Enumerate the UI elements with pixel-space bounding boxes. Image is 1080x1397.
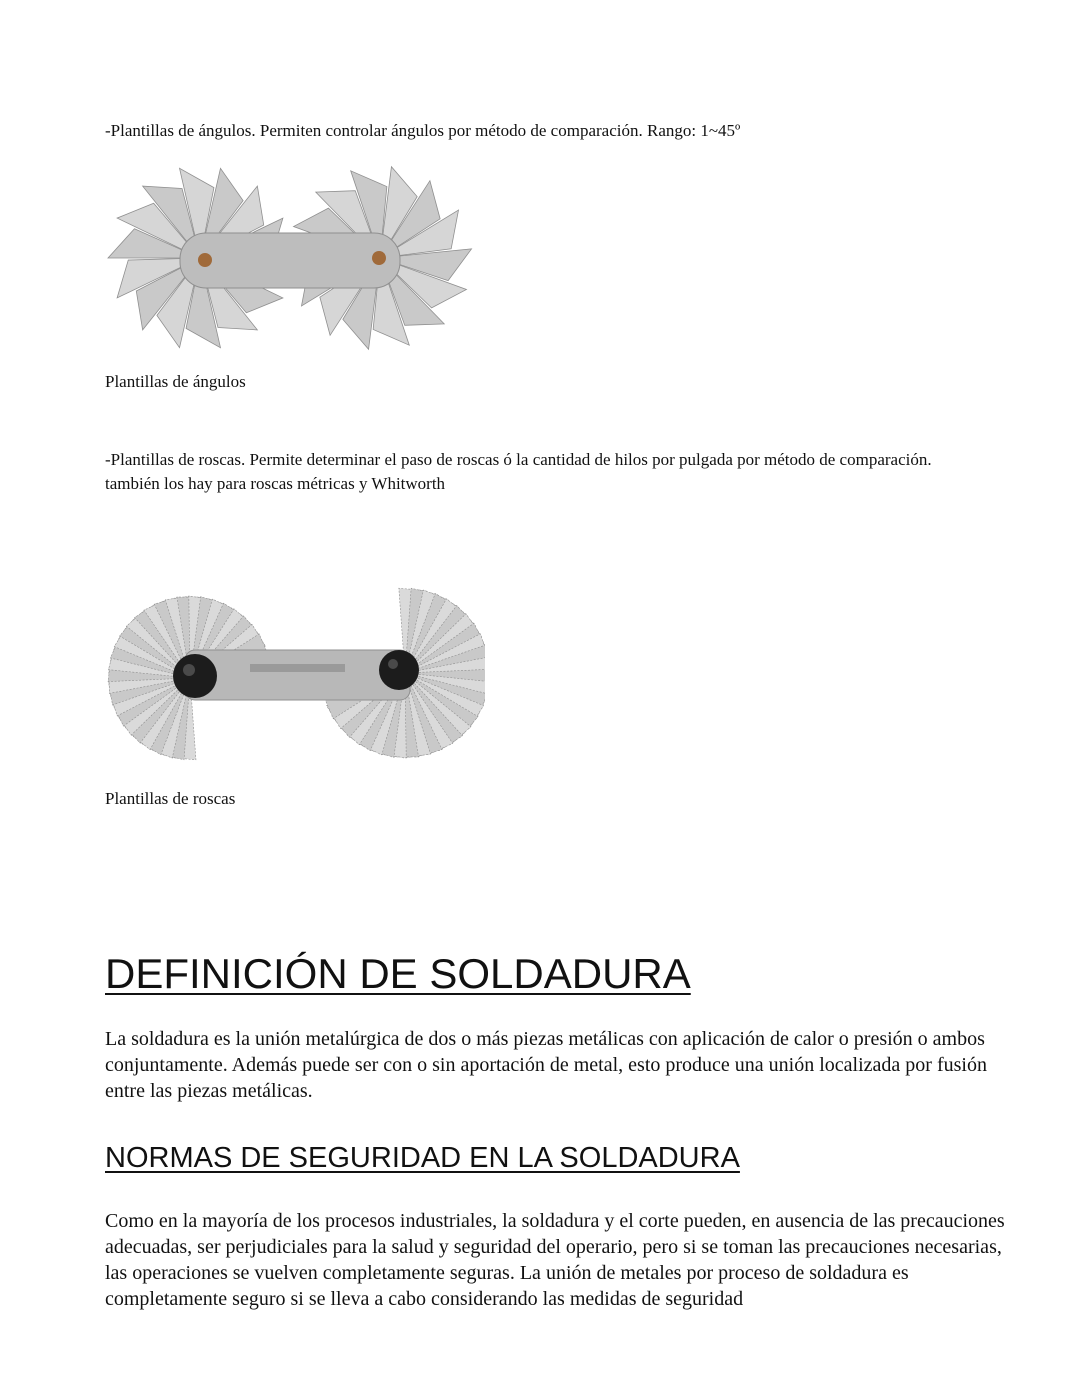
safety-paragraph: Como en la mayoría de los procesos industriales, la soldadura y el corte pueden, en ausencia de las precauciones adecuadas, ser perjudiciales para la salud y seguridad del operario, pero si se toman las precauciones necesarias, las operaciones se vuelven completamente seguras. La unión de metales por proceso de soldadura es completamente seguro si se lleva a cabo considerando las medidas de seguridad xyxy=(105,1210,1005,1310)
angle-gauge-caption: Plantillas de ángulos xyxy=(105,372,246,391)
angle-gauge-description: -Plantillas de ángulos. Permiten controlar ángulos por método de comparación. Rango: 1~45º xyxy=(105,121,741,140)
thread-gauge-description: -Plantillas de roscas. Permite determinar el paso de roscas ó la cantidad de hilos por pulgada por método de comparación. también los hay para roscas métricas y Whitworth xyxy=(105,450,932,493)
definition-paragraph: La soldadura es la unión metalúrgica de dos o más piezas metálicas con aplicación de calor o presión o ambos conjuntamente. Además puede ser con o sin aportación de metal, esto produce una unión localizada por fusión entre las piezas metálicas. xyxy=(105,1028,987,1102)
angle-gauge-image xyxy=(105,158,480,363)
thread-gauge-caption: Plantillas de roscas xyxy=(105,789,236,808)
definition-heading: DEFINICIÓN DE SOLDADURA xyxy=(105,950,691,997)
safety-heading: NORMAS DE SEGURIDAD EN LA SOLDADURA xyxy=(105,1142,740,1174)
thread-gauge-image xyxy=(105,578,485,778)
thread-gauge-icon xyxy=(105,578,485,778)
angle-gauge-icon xyxy=(105,158,480,363)
